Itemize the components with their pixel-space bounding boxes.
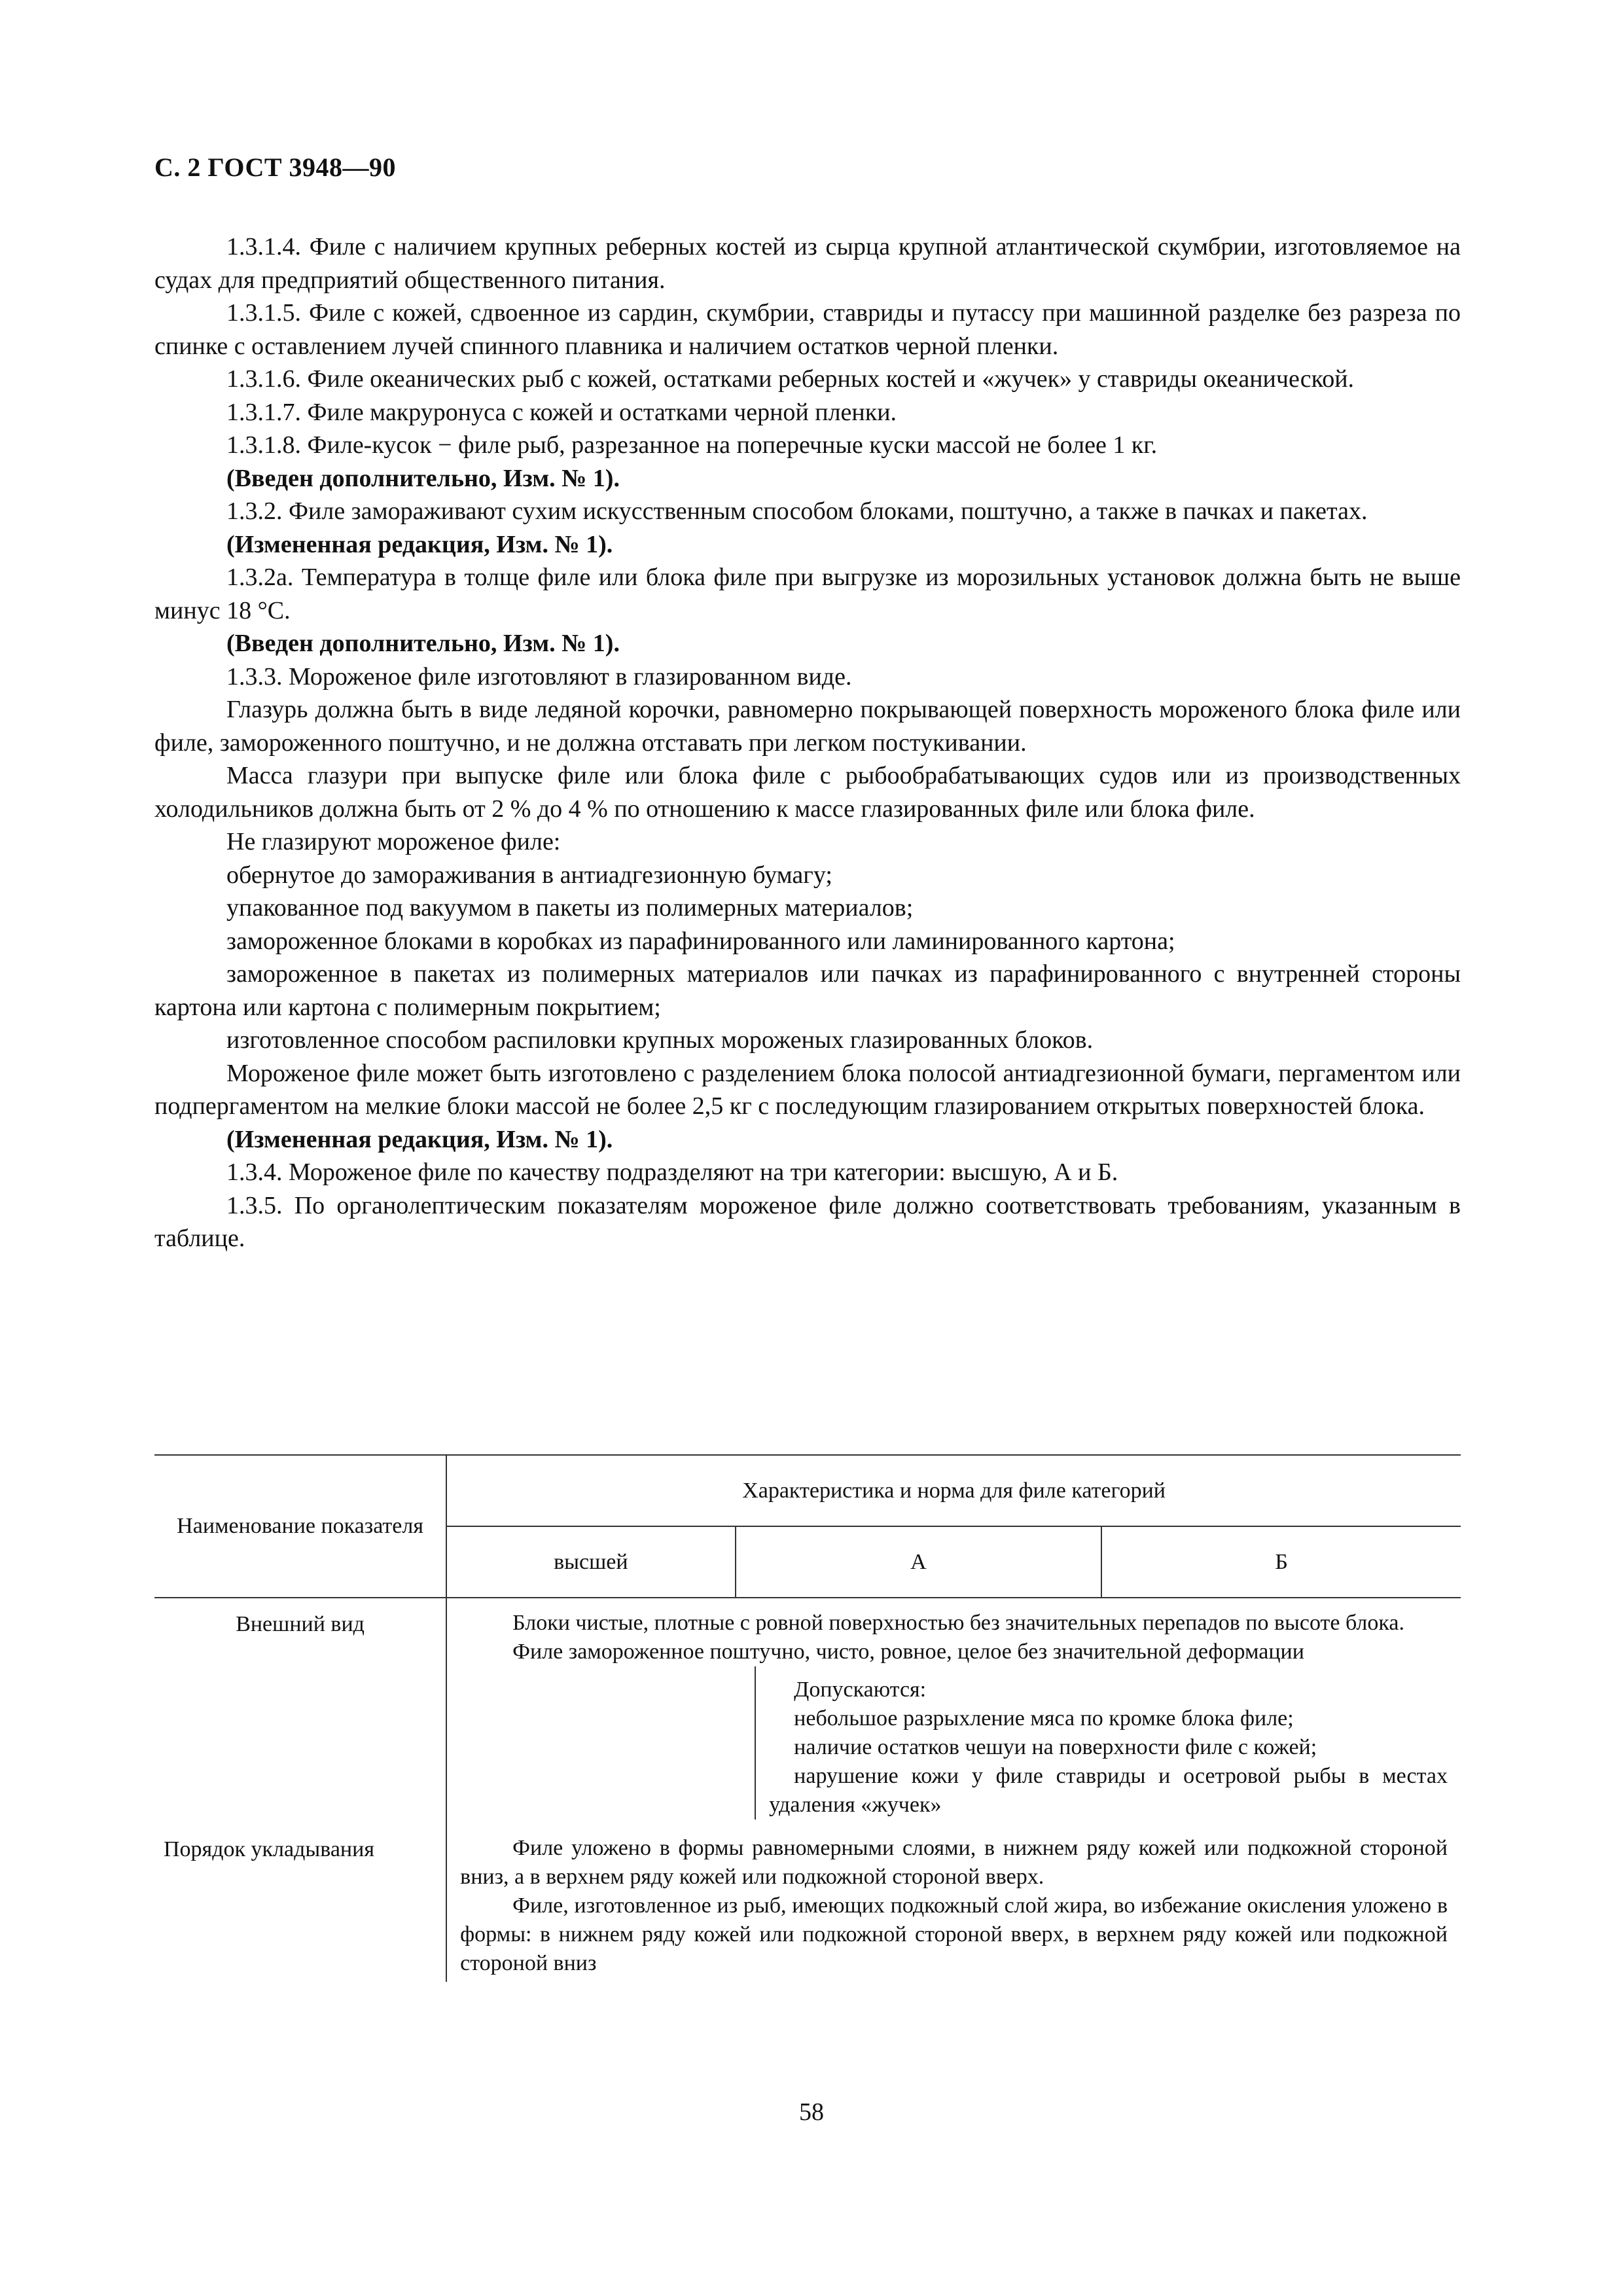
ab-item: нарушение кожи у филе ставриды и осетровой рыбы в местах удаления «жучек»: [769, 1764, 1448, 1817]
list-item: упакованное под вакуумом в пакеты из полимерных материалов;: [226, 894, 914, 922]
ab-allowance: [755, 1666, 1448, 1820]
category-header-b: Б: [1275, 1549, 1288, 1574]
paragraph: Мороженое филе может быть изготовлено с разделением блока полосой антиадгезионной бумаги, пергаментом или подпергаментом на мелкие блоки массой не более 2,5 кг с последующим глазированием открытых поверхностей блока.: [154, 1059, 1461, 1120]
paragraph: 1.3.1.5. Филе с кожей, сдвоенное из сардин, скумбрии, ставриды и путассу при машинной разделке без разреза по спинке с оставлением лучей спинного плавника и наличием остатков черной пленки.: [154, 299, 1461, 360]
paragraph: 1.3.1.7. Филе макрурoнуса с кожей и остатками черной пленки.: [226, 398, 897, 426]
amendment-note: (Введен дополнительно, Изм. № 1).: [226, 464, 620, 492]
list-item: изготовленное способом распиловки крупных мороженых глазированных блоков.: [226, 1026, 1094, 1054]
amendment-note: (Измененная редакция, Изм. № 1).: [226, 1125, 613, 1153]
ab-title: Допускаются:: [794, 1677, 927, 1702]
paragraph: Глазурь должна быть в виде ледяной корочки, равномерно покрывающей поверхность мороженого блока филе или филе, замороженного поштучно, и не должна отставать при легком постукивании.: [154, 696, 1461, 757]
category-header-top: высшей: [446, 1526, 735, 1598]
row-content: [446, 1598, 1461, 1823]
paragraph: 1.3.4. Мороженое филе по качеству подразделяют на три категории: высшую, А и Б.: [226, 1158, 1118, 1186]
row-text: Филе уложено в формы равномерными слоями, в нижнем ряду кожей или подкожной стороной вниз, а в верхнем ряду кожей или подкожной стороной вверх.: [460, 1836, 1448, 1889]
body-text: [154, 230, 1461, 1255]
col-name-header: Наименование показателя: [154, 1455, 446, 1598]
paragraph: 1.3.2а. Температура в толще филе или блока филе при выгрузке из морозильных установок должна быть не выше минус 18 °С.: [154, 564, 1461, 624]
table-row: [154, 1598, 1461, 1823]
page-header: С. 2 ГОСТ 3948—90: [154, 152, 397, 182]
paragraph: 1.3.3. Мороженое филе изготовляют в глазированном виде.: [226, 662, 852, 691]
ab-item: наличие остатков чешуи на поверхности филе с кожей;: [794, 1735, 1317, 1759]
row-name: Внешний вид: [154, 1598, 446, 1823]
paragraph: 1.3.2. Филе замораживают сухим искусственным способом блоками, поштучно, а также в пачках и пакетах.: [226, 497, 1368, 525]
row-content: [446, 1823, 1461, 1982]
row-name: Порядок укладывания: [154, 1823, 446, 1982]
paragraph: 1.3.5. По органолептическим показателям мороженое филе должно соответствовать требованиям, указанным в таблице.: [154, 1191, 1461, 1252]
paragraph: Не глазируют мороженое филе:: [226, 828, 561, 855]
category-header-a: А: [736, 1526, 1102, 1598]
list-item: замороженное в пакетах из полимерных материалов или пачках из парафинированного с внутренней стороны картона или картона с полимерным покрытием;: [154, 960, 1461, 1021]
list-item: обернутое до замораживания в антиадгезионную бумагу;: [226, 861, 832, 889]
group-header: Характеристика и норма для филе категорий: [446, 1455, 1461, 1526]
row-text: Блоки чистые, плотные с ровной поверхностью без значительных перепадов по высоте блока.: [512, 1611, 1404, 1635]
paragraph: 1.3.1.4. Филе с наличием крупных реберных костей из сырца крупной атлантической скумбрии, изготовляемое на судах для предприятий общественного питания.: [154, 233, 1461, 294]
row-text: Филе замороженное поштучно, чисто, ровное, целое без значительной деформации: [512, 1640, 1304, 1664]
paragraph: 1.3.1.8. Филе-кусок − филе рыб, разрезанное на поперечные куски массой не более 1 кг.: [226, 431, 1158, 459]
paragraph: 1.3.1.6. Филе океанических рыб с кожей, остатками реберных костей и «жучек» у ставриды океанической.: [226, 365, 1355, 393]
table-row: [154, 1823, 1461, 1982]
row-text: Филе, изготовленное из рыб, имеющих подкожный слой жира, во избежание окисления уложено в формы: в нижнем ряду кожей или подкожной стороной вверх, в верхнем ряду кожей или подкожной стороной вниз: [460, 1893, 1448, 1975]
amendment-note: (Измененная редакция, Изм. № 1).: [226, 530, 613, 558]
ab-item: небольшое разрыхление мяса по кромке блока филе;: [794, 1706, 1294, 1731]
specification-table: [154, 1454, 1461, 1982]
list-item: замороженное блоками в коробках из парафинированного или ламинированного картона;: [226, 927, 1175, 955]
paragraph: Масса глазури при выпуске филе или блока филе с рыбообрабатывающих судов или из производственных холодильников должна быть от 2 % до 4 % по отношению к массе глазированных филе или блока филе.: [154, 762, 1461, 823]
amendment-note: (Введен дополнительно, Изм. № 1).: [226, 630, 620, 657]
page-number: 58: [799, 2098, 824, 2126]
